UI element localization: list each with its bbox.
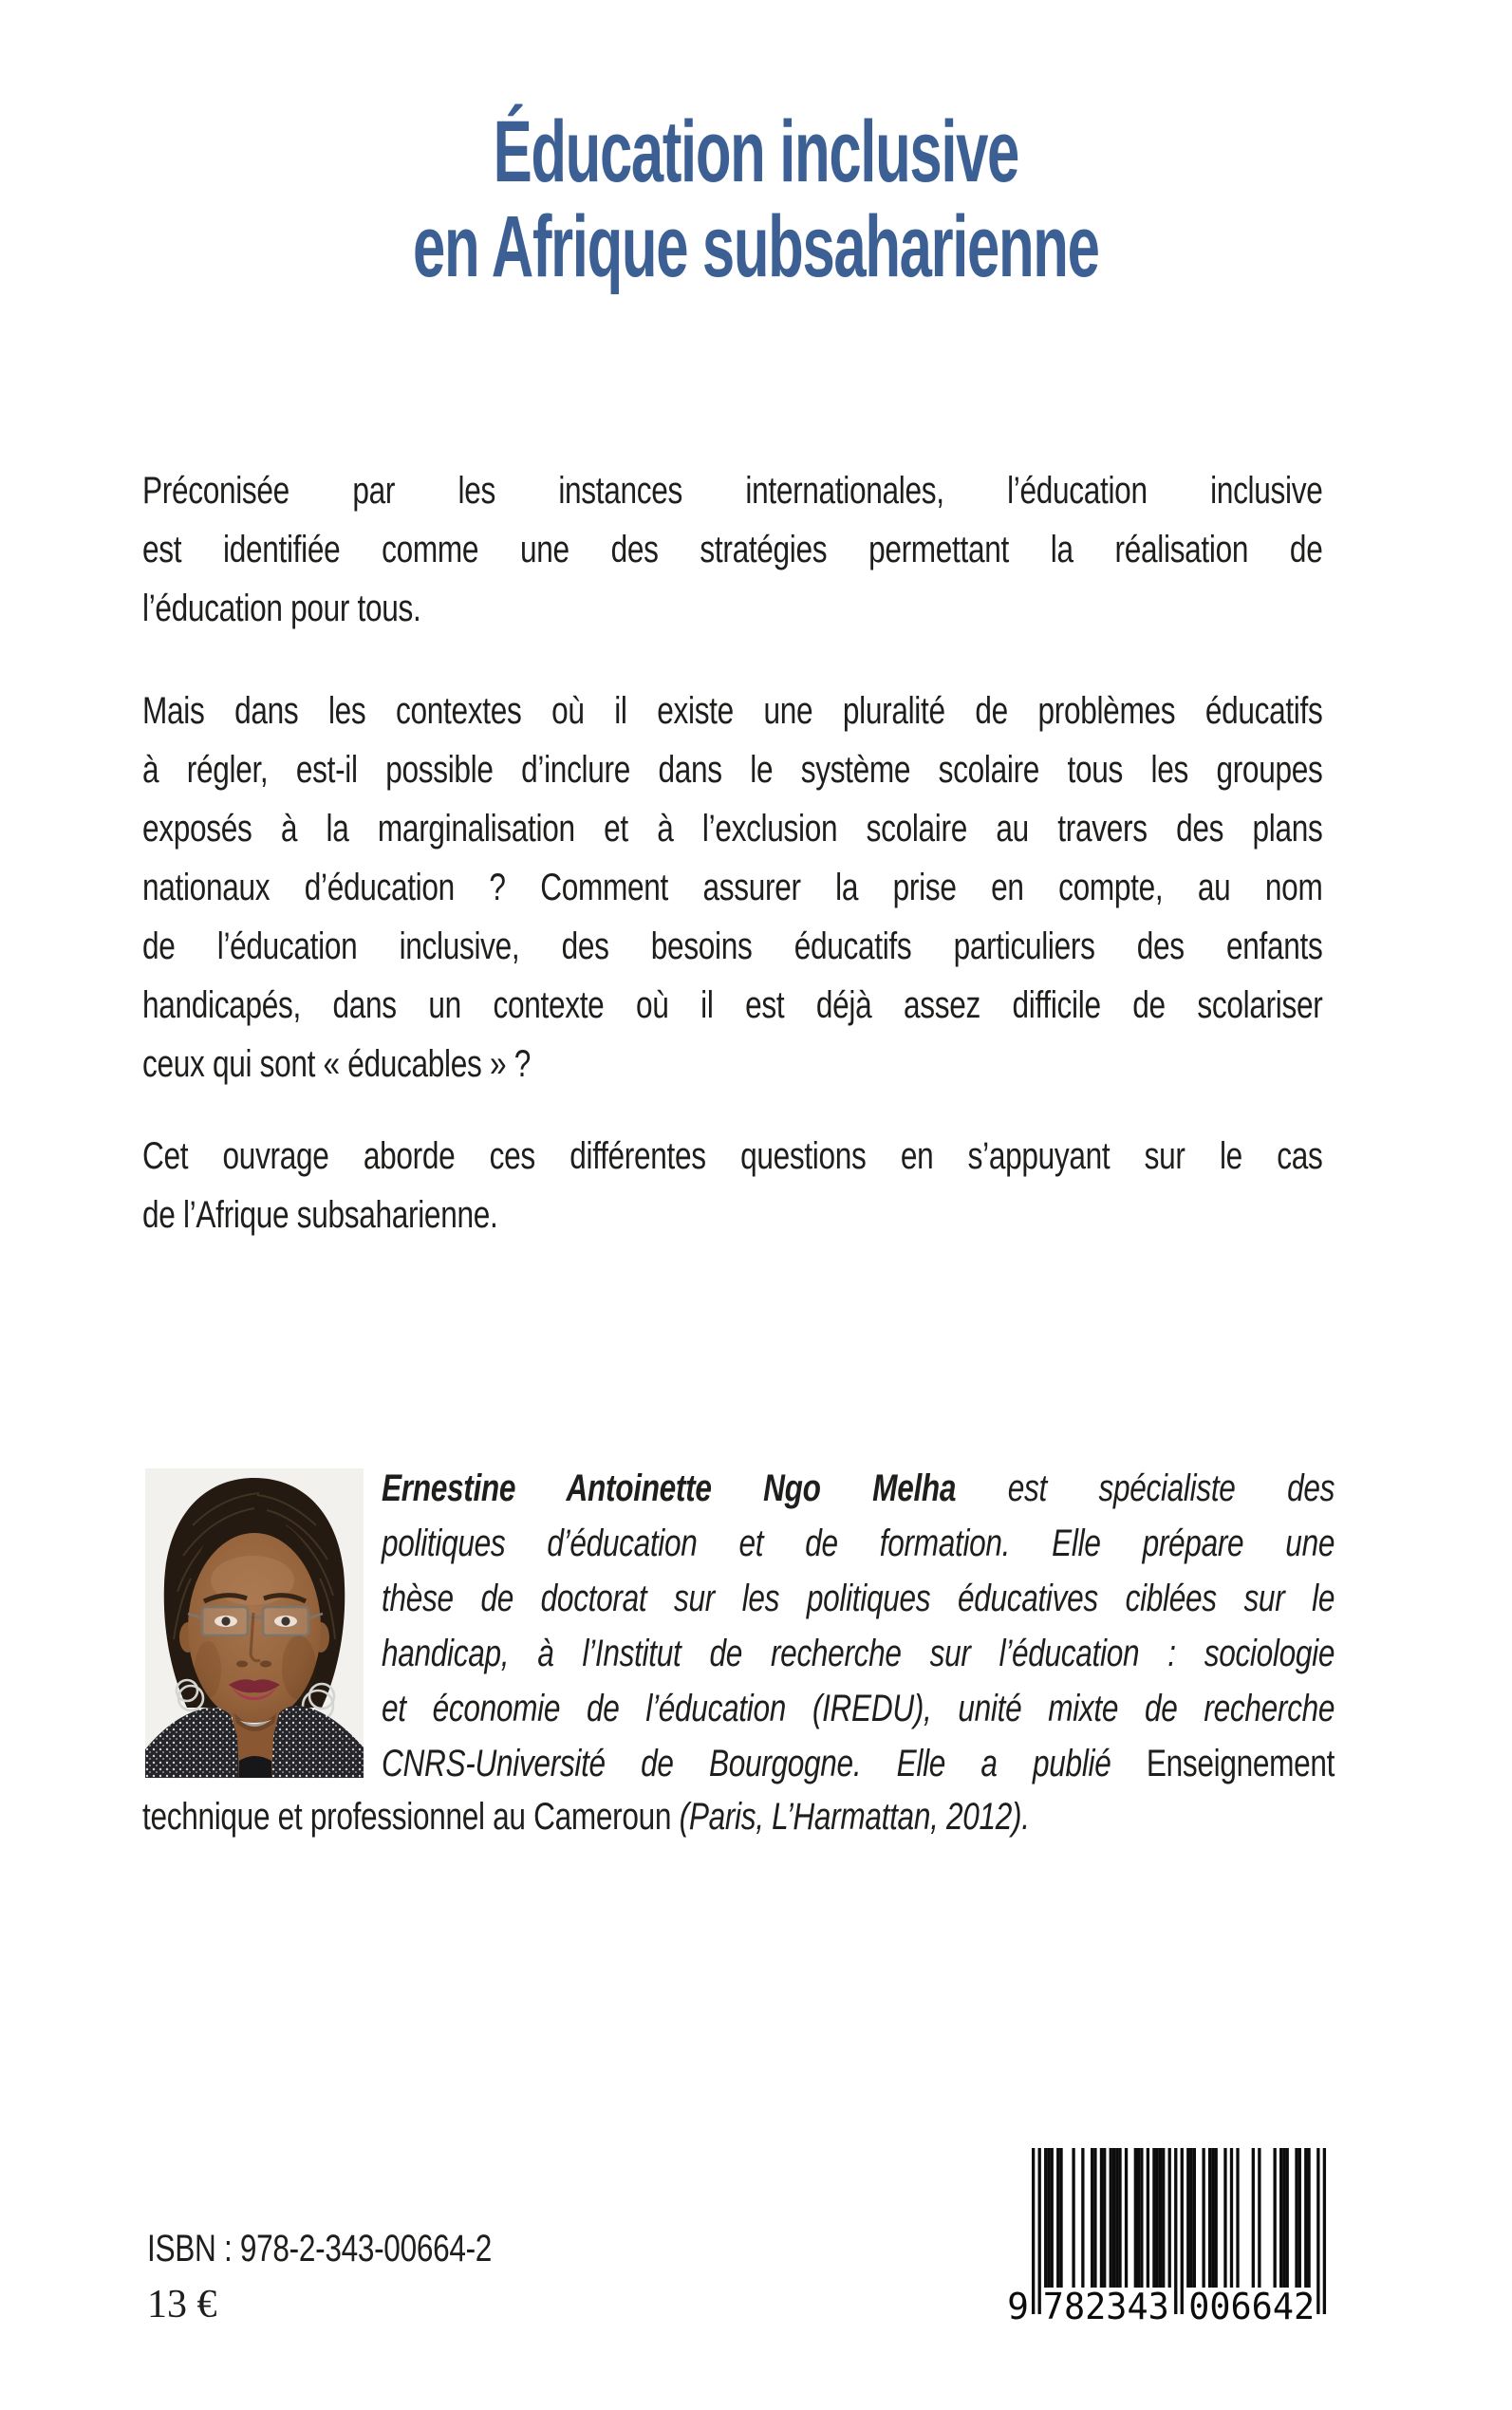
bio-text-segment: thèse de doctorat sur les politiques éducatives ciblées sur le xyxy=(382,1578,1335,1619)
text-line: handicapés, dans un contexte où il est déjà assez difficile de scolariser xyxy=(142,984,1323,1026)
bio-line xyxy=(382,1571,1335,1626)
bio-text-segment: CNRS-Université de Bourgogne. Elle a publié xyxy=(382,1743,1147,1784)
bio-text-segment: handicap, à l’Institut de recherche sur l’éducation : sociologie xyxy=(382,1633,1335,1674)
bio-text-segment: est spécialiste des xyxy=(956,1467,1335,1509)
text-line: de l’éducation inclusive, des besoins éducatifs particuliers des enfants xyxy=(142,925,1323,967)
ean13-barcode xyxy=(994,2148,1345,2324)
synopsis-paragraph-1 xyxy=(142,461,1322,638)
author-bio xyxy=(382,1461,1335,1791)
text-line: nationaux d’éducation ? Comment assurer la prise en compte, au nom xyxy=(142,867,1323,908)
author-photo xyxy=(145,1468,364,1778)
text-line: ceux qui sont « éducables » ? xyxy=(142,1043,531,1085)
barcode-digits-left: 782343 xyxy=(1042,2286,1169,2324)
bio-text-segment: Ernestine Antoinette Ngo Melha xyxy=(382,1467,957,1509)
barcode-digit-lead: 9 xyxy=(1007,2286,1029,2324)
text-line: de l’Afrique subsaharienne. xyxy=(142,1194,498,1236)
bio-text-segment: et économie de l’éducation (IREDU), unité mixte de recherche xyxy=(382,1688,1335,1729)
bio-text-segment: politiques d’éducation et de formation. Elle prépare une xyxy=(382,1523,1335,1564)
author-bio-last-line xyxy=(142,1789,1322,1844)
text-line: l’éducation pour tous. xyxy=(142,588,421,629)
bio-text-segment: (Paris, L’Harmattan, 2012). xyxy=(679,1796,1030,1838)
synopsis-paragraph-3 xyxy=(142,1127,1322,1244)
synopsis-paragraph-2 xyxy=(142,682,1322,1093)
text-line: Cet ouvrage aborde ces différentes questions en s’appuyant sur le cas xyxy=(142,1135,1323,1177)
barcode-digits-right: 006642 xyxy=(1188,2286,1316,2324)
text-line: est identifiée comme une des stratégies permettant la réalisation de xyxy=(142,529,1323,570)
bio-line xyxy=(382,1516,1335,1571)
text-line: Mais dans les contextes où il existe une pluralité de problèmes éducatifs xyxy=(142,690,1323,732)
price-text: 13 € xyxy=(147,2283,217,2326)
bio-line xyxy=(382,1681,1335,1736)
author-portrait-drawing xyxy=(145,1468,364,1778)
bio-text-segment: technique et professionnel au Cameroun xyxy=(142,1796,680,1838)
text-line: exposés à la marginalisation et à l’exclusion scolaire au travers des plans xyxy=(142,808,1323,850)
book-title-line-1: Éducation inclusive xyxy=(493,103,1018,200)
book-title-line-2: en Afrique subsaharienne xyxy=(413,198,1099,295)
bio-line xyxy=(382,1626,1335,1681)
book-title xyxy=(0,104,1512,294)
text-line: Préconisée par les instances internationales, l’éducation inclusive xyxy=(142,470,1323,512)
isbn-text: ISBN : 978-2-343-00664-2 xyxy=(147,2228,493,2270)
bio-text-segment: Enseignement xyxy=(1146,1743,1335,1784)
text-line: à régler, est-il possible d’inclure dans le système scolaire tous les groupes xyxy=(142,749,1323,791)
bio-line xyxy=(382,1736,1335,1791)
bio-line xyxy=(382,1461,1335,1516)
